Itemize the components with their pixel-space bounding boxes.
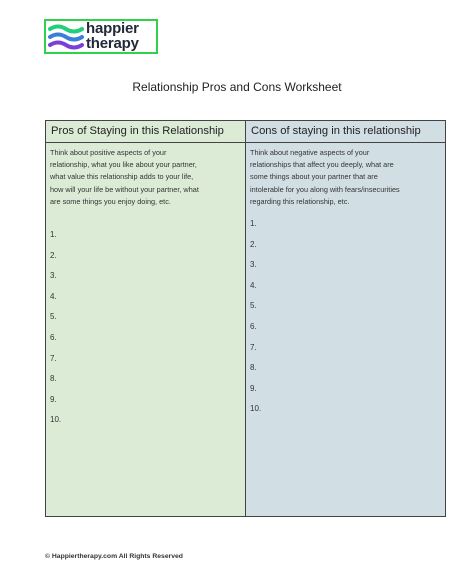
pros-list-item: 8. — [50, 374, 57, 384]
pros-description-line: Think about positive aspects of your — [50, 148, 167, 157]
cons-heading: Cons of staying in this relationship — [246, 121, 445, 143]
cons-list-item: 5. — [250, 301, 257, 311]
cons-list-item: 4. — [250, 280, 257, 290]
pros-column — [46, 121, 246, 516]
logo-line-2: therapy — [86, 35, 139, 52]
wave-logo-icon — [46, 21, 86, 52]
page-title: Relationship Pros and Cons Worksheet — [132, 80, 342, 94]
cons-list-item: 8. — [250, 363, 257, 373]
happier-therapy-logo — [44, 19, 158, 54]
pros-list-item: 4. — [50, 291, 57, 301]
cons-column — [246, 121, 445, 516]
pros-list-item: 10. — [50, 415, 62, 425]
pros-list — [46, 229, 245, 435]
logo-wordmark — [86, 21, 139, 51]
pros-description — [46, 143, 245, 208]
cons-description-line: some things about your partner that are — [250, 172, 378, 182]
cons-list-item: 2. — [250, 239, 257, 249]
cons-description-line: relationships that affect you deeply, what are — [250, 160, 394, 170]
pros-list-item: 5. — [50, 312, 57, 322]
worksheet-table — [45, 120, 446, 517]
pros-list-item: 7. — [50, 353, 57, 363]
pros-description-line: are some things you enjoy doing, etc. — [50, 196, 171, 206]
pros-heading: Pros of Staying in this Relationship — [46, 121, 245, 143]
copyright-footer: © Happiertherapy.com All Rights Reserved — [45, 553, 183, 560]
cons-list-item: 3. — [250, 260, 257, 270]
pros-list-item: 9. — [50, 394, 57, 404]
cons-list-item: 9. — [250, 383, 257, 393]
cons-description-line: regarding this relationship, etc. — [250, 196, 350, 206]
cons-description-line: Think about negative aspects of your — [250, 148, 370, 157]
pros-description-line: what value this relationship adds to your life, — [50, 172, 194, 182]
pros-list-item: 3. — [50, 271, 57, 281]
cons-description — [246, 143, 445, 208]
cons-list-item: 10. — [250, 404, 262, 414]
cons-list-item: 7. — [250, 342, 257, 352]
pros-list-item: 2. — [50, 250, 57, 260]
pros-list-item: 6. — [50, 332, 57, 342]
cons-list-item: 6. — [250, 321, 257, 331]
pros-list-item: 1. — [50, 230, 57, 240]
logo-line-1: happier — [86, 20, 139, 37]
pros-description-line: how will your life be without your partner, what — [50, 184, 199, 194]
cons-list — [246, 218, 445, 424]
cons-list-item: 1. — [250, 219, 257, 229]
pros-description-line: relationship, what you like about your partner, — [50, 160, 197, 170]
cons-description-line: intolerable for you along with fears/insecurities — [250, 184, 400, 194]
